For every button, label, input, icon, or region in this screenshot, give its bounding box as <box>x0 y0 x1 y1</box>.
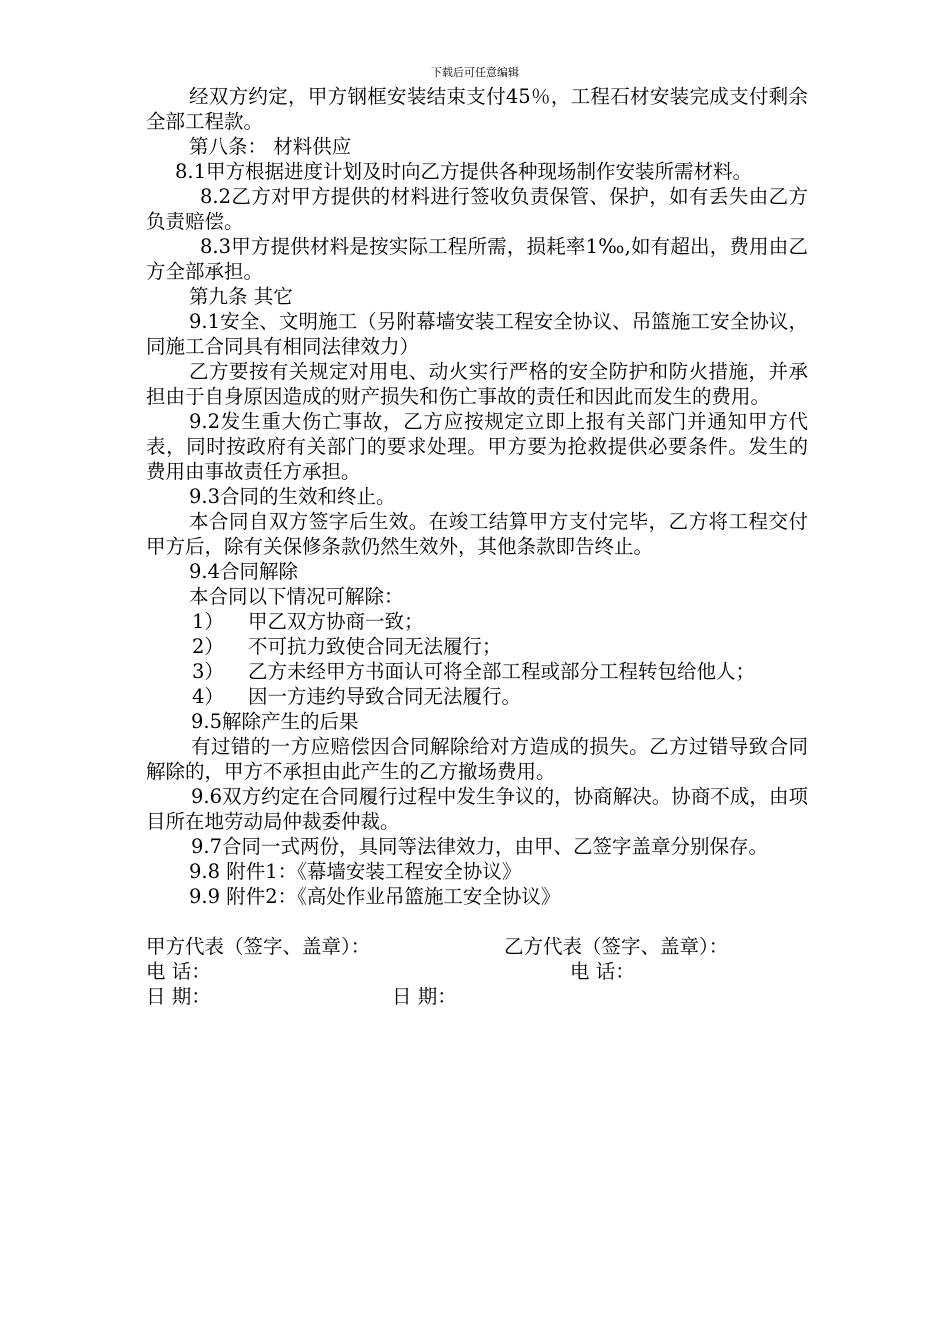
list-text: 甲乙双方协商一致； <box>248 610 424 633</box>
clause-9-2: 9.2发生重大伤亡事故，乙方应按规定立即上报有关部门并通知甲方代表，同时按政府有关部门的要求处理。甲方要为抢救提供必要条件。发生的费用由事故责任方承担。 <box>146 410 808 483</box>
party-a-date-label: 日 期： <box>146 985 211 1008</box>
clause-9-1-detail: 乙方要按有关规定对用电、动火实行严格的安全防护和防火措施，并承担由于自身原因造成的财产损失和伤亡事故的责任和因此而发生的费用。 <box>146 360 808 408</box>
clause-9-7: 9.7合同一式两份，具同等法律效力，由甲、乙签字盖章分别保存。 <box>191 835 769 858</box>
party-a-phone-label: 电 话： <box>146 960 211 983</box>
termination-list-item <box>146 659 808 684</box>
party-b-date-label: 日 期： <box>392 985 457 1008</box>
list-number: 1） <box>192 610 224 633</box>
signature-row <box>146 934 808 959</box>
payment-terms-paragraph: 经双方约定，甲方钢框安装结束支付45％，工程石材安装完成支付剩余全部工程款。 <box>146 85 808 133</box>
party-b-representative-label: 乙方代表（签字、盖章）： <box>504 935 729 958</box>
article-9-title: 第九条 其它 <box>189 285 293 308</box>
list-number: 2） <box>192 635 224 658</box>
party-b-phone-label: 电 话： <box>570 960 635 983</box>
list-text: 不可抗力致使合同无法履行； <box>248 635 502 658</box>
termination-list-item <box>146 634 808 659</box>
clause-9-3: 9.3合同的生效和终止。 <box>189 485 396 508</box>
list-number: 4） <box>192 685 224 708</box>
list-text: 乙方未经甲方书面认可将全部工程或部分工程转包给他人； <box>248 660 756 683</box>
clause-9-1: 9.1安全、文明施工（另附幕墙安装工程安全协议、吊篮施工安全协议，同施工合同具有相同法律效力） <box>146 310 808 358</box>
clause-9-5: 9.5解除产生的后果 <box>191 710 359 733</box>
section-spacer <box>146 909 808 934</box>
clause-9-9: 9.9 附件2：《高处作业吊篮施工安全协议》 <box>189 885 561 908</box>
clause-9-6: 9.6双方约定在合同履行过程中发生争议的，协商解决。协商不成，由项目所在地劳动局仲裁委仲裁。 <box>146 785 808 833</box>
clause-8-2: 8.2乙方对甲方提供的材料进行签收负责保管、保护，如有丢失由乙方负责赔偿。 <box>146 185 808 233</box>
termination-list-item <box>146 609 808 634</box>
termination-list-item <box>146 684 808 709</box>
article-8-title: 第八条： 材料供应 <box>189 135 352 158</box>
list-text: 因一方违约导致合同无法履行。 <box>248 685 522 708</box>
party-a-representative-label: 甲方代表（签字、盖章）： <box>146 935 371 958</box>
list-number: 3） <box>192 660 224 683</box>
clause-8-3: 8.3甲方提供材料是按实际工程所需，损耗率1‰,如有超出，费用由乙方全部承担。 <box>146 235 808 283</box>
header-note: 下载后可任意编辑 <box>431 66 519 79</box>
clause-9-5-detail: 有过错的一方应赔偿因合同解除给对方造成的损失。乙方过错导致合同解除的，甲方不承担由此产生的乙方撤场费用。 <box>146 735 808 783</box>
clause-9-8: 9.8 附件1：《幕墙安装工程安全协议》 <box>189 860 522 883</box>
phone-row <box>146 959 808 984</box>
clause-9-4-intro: 本合同以下情况可解除： <box>189 585 404 608</box>
date-row <box>146 984 808 1009</box>
document-body <box>146 84 808 1009</box>
clause-9-3-detail: 本合同自双方签字后生效。在竣工结算甲方支付完毕，乙方将工程交付甲方后，除有关保修条款仍然生效外，其他条款即告终止。 <box>146 510 808 558</box>
clause-8-1: 8.1甲方根据进度计划及时向乙方提供各种现场制作安装所需材料。 <box>175 160 753 183</box>
clause-9-4: 9.4合同解除 <box>189 560 299 583</box>
